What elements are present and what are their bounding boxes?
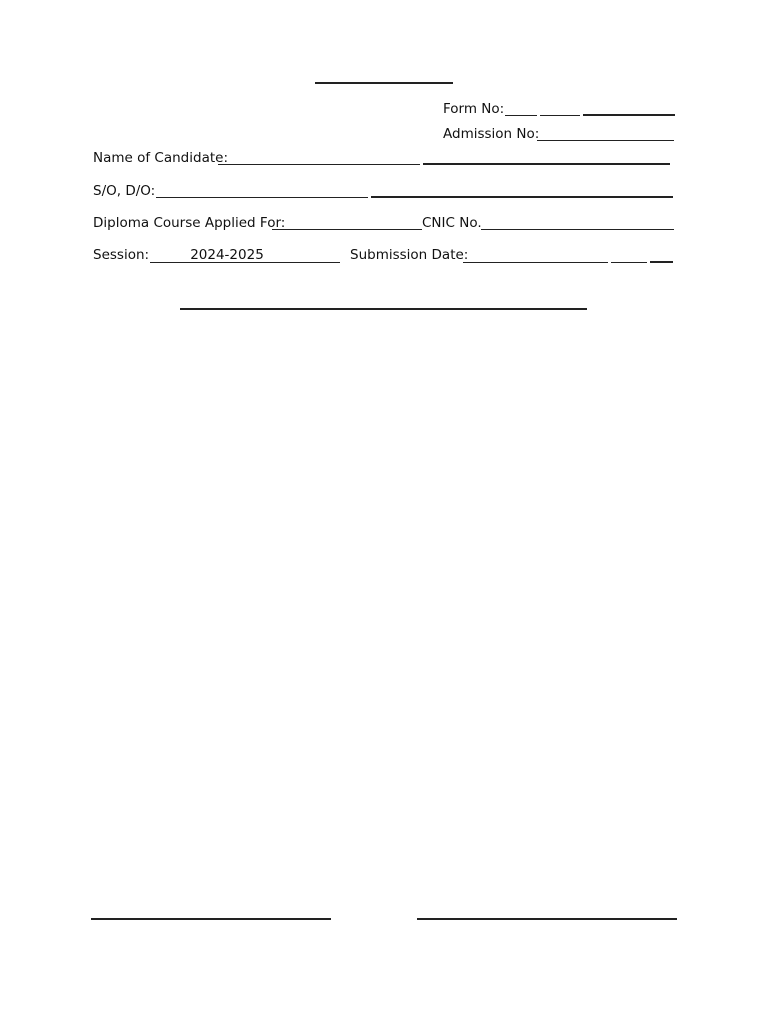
session-value: 2024-2025 bbox=[190, 247, 264, 263]
signature-line-right[interactable] bbox=[417, 918, 677, 920]
diploma-course-label: Diploma Course Applied For: bbox=[93, 215, 286, 231]
cnic-label: CNIC No. bbox=[422, 215, 482, 231]
submission-date-field[interactable] bbox=[463, 262, 608, 263]
admission-no-label: Admission No: bbox=[443, 126, 540, 142]
form-no-field[interactable] bbox=[505, 115, 537, 116]
session-label: Session: bbox=[93, 247, 150, 263]
diploma-course-field[interactable] bbox=[272, 229, 422, 230]
title-underline bbox=[315, 82, 453, 84]
admission-no-field[interactable] bbox=[537, 140, 674, 141]
form-no-field-part3[interactable] bbox=[583, 114, 675, 116]
cnic-field[interactable] bbox=[481, 229, 674, 230]
signature-line-left[interactable] bbox=[91, 918, 331, 920]
submission-date-field-part3[interactable] bbox=[650, 261, 673, 263]
so-do-field[interactable] bbox=[156, 197, 368, 198]
form-no-field-part2[interactable] bbox=[540, 115, 580, 116]
so-do-field-part2[interactable] bbox=[371, 196, 673, 198]
candidate-name-label: Name of Candidate: bbox=[93, 150, 228, 166]
form-no-label: Form No: bbox=[443, 101, 505, 117]
submission-date-label: Submission Date: bbox=[350, 247, 469, 263]
section-divider bbox=[180, 308, 587, 310]
so-do-label: S/O, D/O: bbox=[93, 183, 156, 199]
candidate-name-field-part2[interactable] bbox=[423, 163, 670, 165]
submission-date-field-part2[interactable] bbox=[611, 262, 647, 263]
candidate-name-field[interactable] bbox=[218, 164, 420, 165]
